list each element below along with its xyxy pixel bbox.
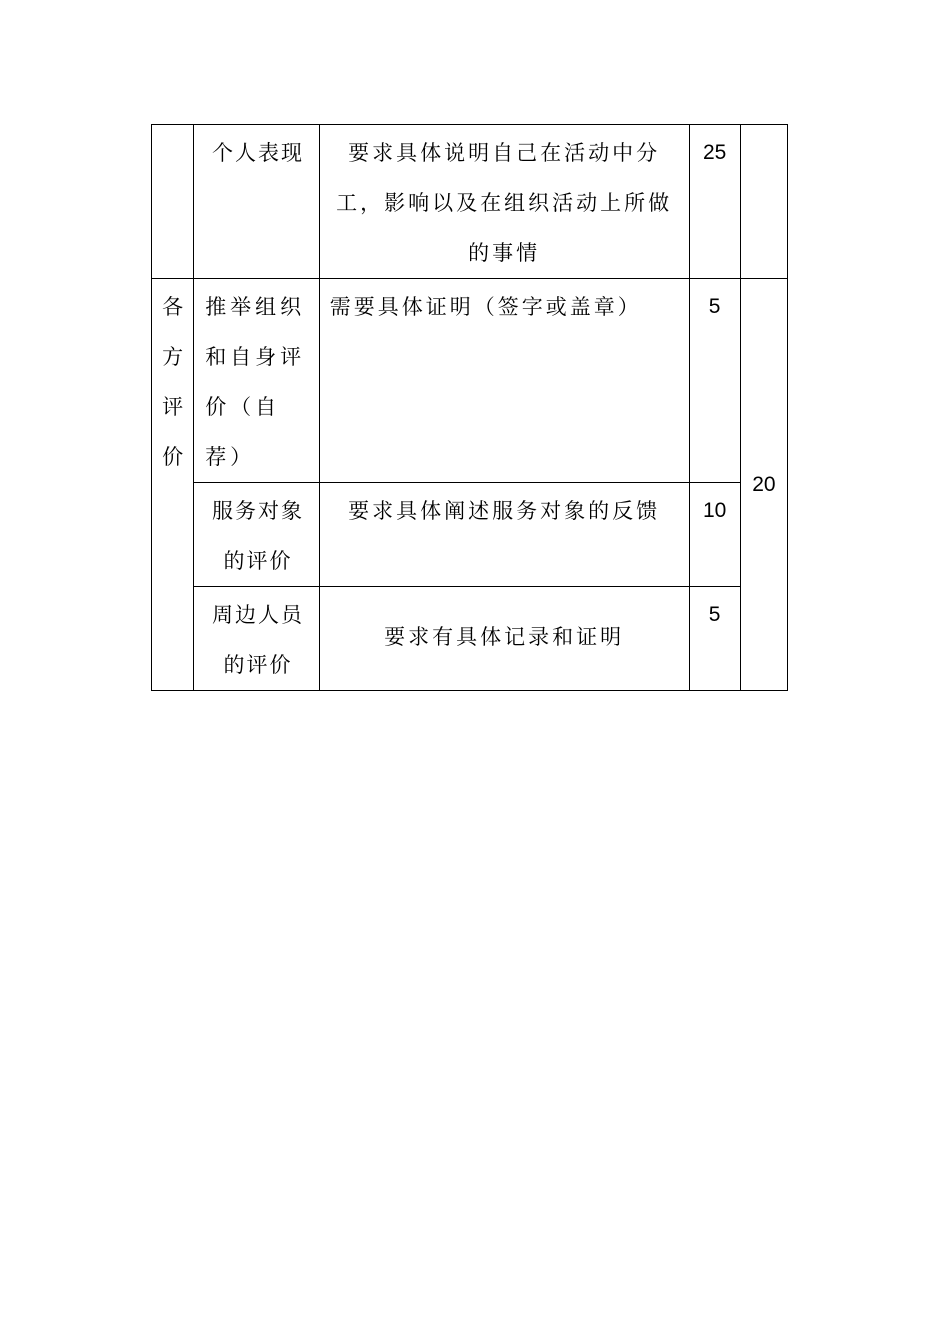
category-label: 各 方 评 价 [162,295,184,469]
table-row [152,587,788,691]
points-cell: 25 [689,125,740,279]
points-cell: 5 [689,279,740,483]
table-row [152,483,788,587]
evaluation-table [151,124,788,691]
item-cell: 服务对象的评价 [194,483,320,587]
points-cell: 10 [689,483,740,587]
requirement-cell: 需要具体证明（签字或盖章） [319,279,689,483]
item-cell: 周边人员的评价 [194,587,320,691]
total-cell [740,125,787,279]
points-cell: 5 [689,587,740,691]
category-cell [152,279,194,691]
requirement-cell: 要求有具体记录和证明 [319,587,689,691]
item-cell: 个人表现 [194,125,320,279]
requirement-cell: 要求具体阐述服务对象的反馈 [319,483,689,587]
category-cell [152,125,194,279]
table-row [152,279,788,483]
group-total-cell: 20 [740,279,787,691]
requirement-cell: 要求具体说明自己在活动中分工，影响以及在组织活动上所做的事情 [319,125,689,279]
table-row [152,125,788,279]
item-cell: 推举组织和自身评价（自荐） [194,279,320,483]
